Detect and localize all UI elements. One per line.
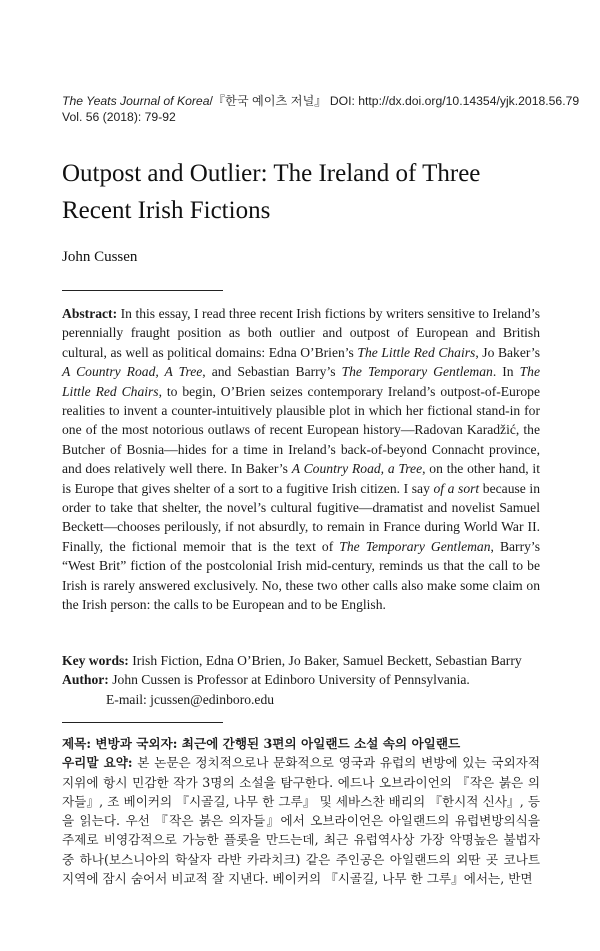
book-title: The Temporary Gentleman [341,364,493,380]
journal-name: The Yeats Journal of Korea [62,94,210,108]
paper-author: John Cussen [62,249,138,265]
paper-title [62,155,542,229]
abstract-text: , to begin, O’Brien seizes contemporary Ireland’s outpost-of-Europe realities to invent a counter-intuitively plausible plot in which her fictional stand-in for one of the most notorious outlaws of recent European history—Radovan Karadžić, the Butcher of Bosnia—hides for a time in Ireland’s back-of-beyond Connacht province, and does relatively well there. In Baker’s [62,383,541,477]
journal-volume: Vol. 56 (2018): 79-92 [62,110,176,124]
book-title: A Country Road, a Tree [291,461,423,477]
journal-header [62,93,582,125]
abstract-text: , and Sebastian Barry’s [202,364,342,380]
journal-citation [62,93,582,109]
author-note-label: Author: [62,672,109,688]
abstract-text: , on the other hand, it is Europe that gives shelter of a sort to a fugitive Irish citizen. I say [62,461,540,496]
book-title: The Little Red Chairs [357,344,476,360]
abstract [62,304,540,615]
keywords-label: Key words: [62,653,129,668]
abstract-label: Abstract: [62,306,118,321]
keywords-text: Irish Fiction, Edna O’Brien, Jo Baker, Samuel Beckett, Sebastian Barry [128,653,522,668]
book-title: The Little Red Chairs [62,364,540,399]
abstract-text: . In [492,364,520,380]
author-note [62,670,540,689]
author-divider [62,290,223,291]
abstract-text: , Jo Baker’s [475,344,540,360]
korean-summary [62,753,540,888]
emphasis: of a sort [433,480,480,496]
keywords [62,651,540,670]
abstract-text: because in order to take that shelter, the novel’s cultural fugitive—dramatist and novelist Samuel Beckett—chooses perilously, if not absurdly, to remain in France during World War II. Finally, the fictional memoir that is the text of [62,480,540,554]
journal-doi: /『한국 예이츠 저널』 DOI: http://dx.doi.org/10.14354/yjk.2018.56.79 [209,94,580,108]
footnote-divider [62,722,223,723]
book-title: The Temporary Gentleman [339,538,491,554]
paper-metadata [62,651,540,709]
book-title: A Country Road, A Tree [62,364,203,380]
paper-title-line-1: Outpost and Outlier: The Ireland of Three [62,160,481,187]
paper-title-line-2: Recent Irish Fictions [62,197,271,224]
abstract-paragraph [62,304,540,615]
author-email: E-mail: jcussen@edinboro.edu [106,691,275,707]
abstract-text: , Barry’s “West Brit” fiction of the postcolonial Irish mid-century, reminds us that the call to be Irish is rarely answered exclusively. No, these two other calls also make some claim on the Irish person: the calls to be European and to be English. [62,538,540,613]
author-note-text: John Cussen is Professor at Edinboro University of Pennsylvania. [108,672,470,688]
korean-summary-text: 본 논문은 정치적으로나 문화적으로 영국과 유럽의 변방에 있는 국외자적 지위에 항시 민감한 작가 3명의 소설을 탐구한다. 에드나 오브라이언의 『작은 붉은 의자들』, 조 베이커의 『시골길, 나무 한 그루』 및 세바스찬 배리의 『한시적 신사』, 등을 읽는다. 우선 『작은 붉은 의자들』에서 오브라이언은 아일랜드의 유럽변방의식을 주제로 비영감적으로 가능한 플롯을 만드는데, 최근 유럽역사상 가장 악명높은 불법자 중 하나(보스니아의 학살자 라반 카라치크) 같은 주인공은 아일랜드의 외딴 곳 코나트 지역에 잠시 숨어서 비교적 잘 지낸다. 베이커의 『시골길, 나무 한 그루』에서는, 반면 [62,755,540,887]
korean-abstract [62,734,540,888]
abstract-text: In this essay, I read three recent Irish fictions by writers sensitive to Ireland’s perennially fraught position as both outlier and outpost of European and British cultural, as well as political domains: Edna O’Brien’s [62,306,540,360]
korean-summary-label: 우리말 요약: [62,755,133,771]
korean-title: 제목: 변방과 국외자: 최근에 간행된 3편의 아일랜드 소설 속의 아일랜드 [62,736,461,751]
